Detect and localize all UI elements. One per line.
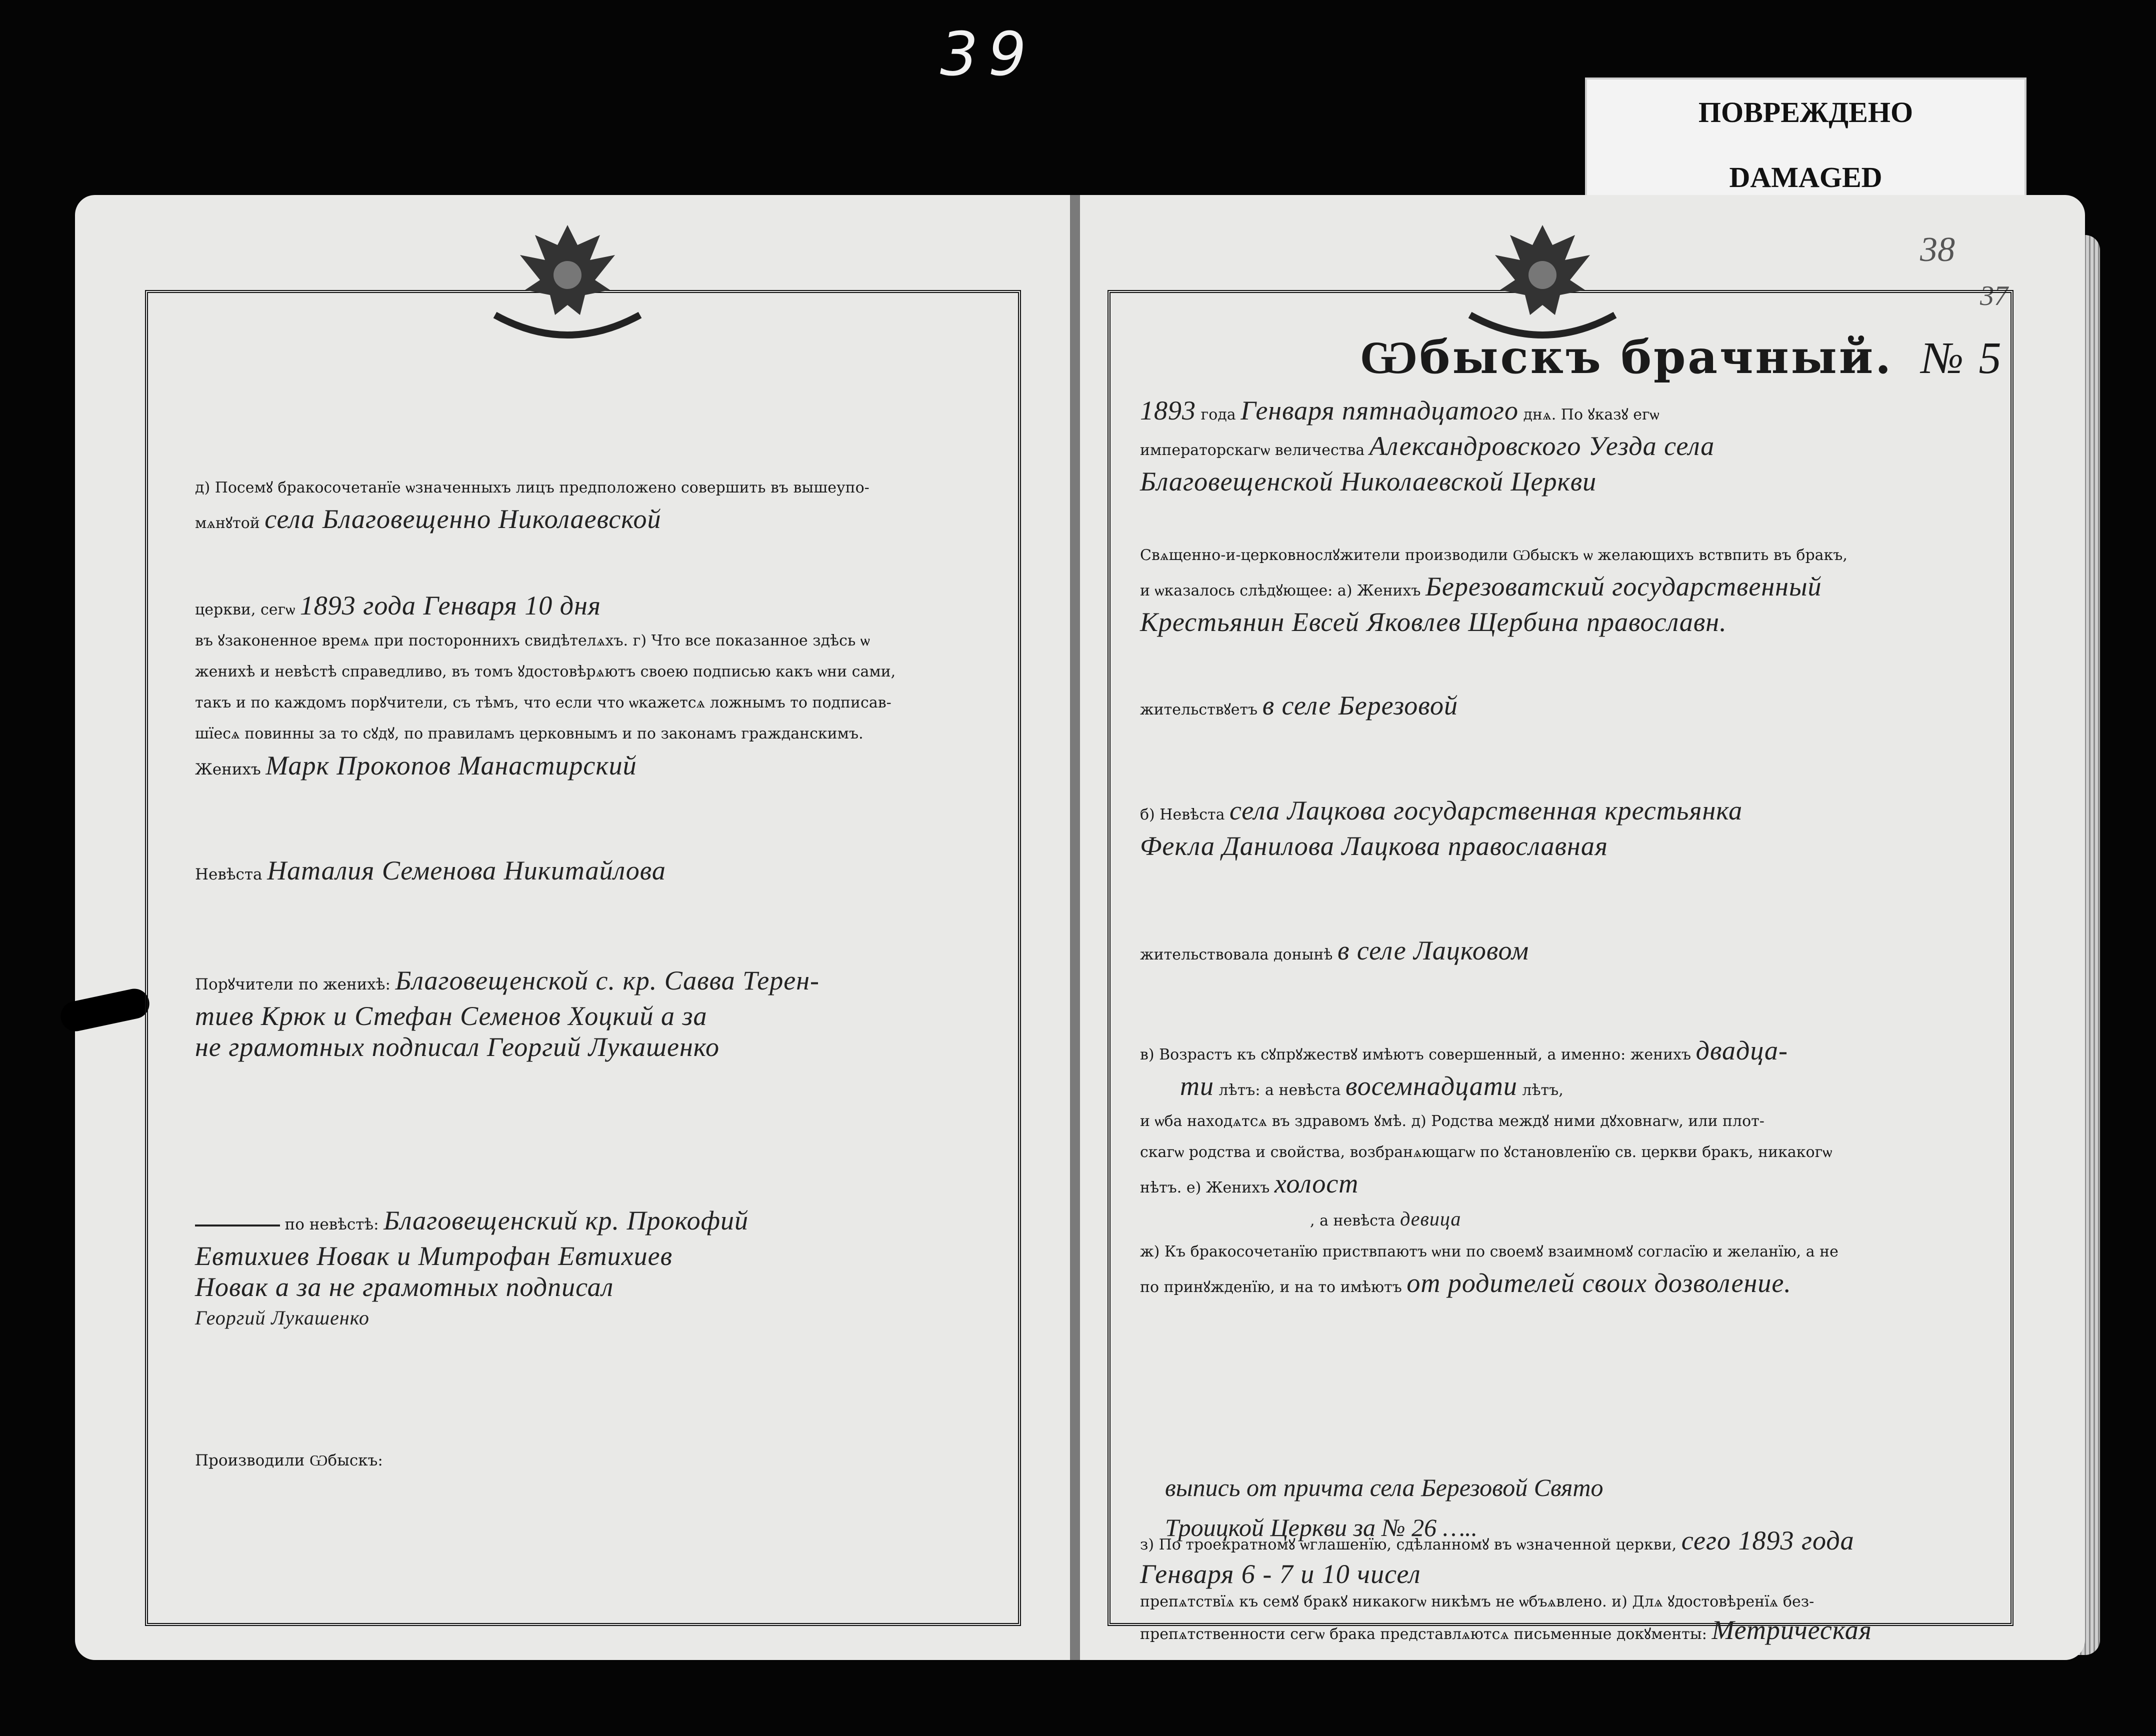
damage-label-en: DAMAGED: [1729, 160, 1882, 194]
groom-status-handwritten: холост: [1274, 1168, 1359, 1198]
bride-residence-handwritten: в селе Лацковом: [1337, 936, 1530, 966]
banns-label: з) По троекратномꙋ ѡглашенїю, сдѣланномꙋ въ ѡзначенной церкви,: [1140, 1536, 1677, 1554]
clergy-line1: Свѧщенно-и-церковнослꙋжители производили Ѡбыскъ ѡ желающихъ вствпить въ бракъ,: [1140, 546, 1848, 564]
bride-origin-handwritten: села Лацкова государственная крестьянка: [1230, 796, 1743, 826]
banns-dates-handwritten: Генваря 6 - 7 и 10 чисел: [1140, 1559, 1421, 1589]
folio-number-pencil: 38: [1920, 230, 1955, 269]
year-label: года: [1200, 406, 1236, 424]
record-year-handwritten: 1893: [1140, 396, 1196, 426]
wedding-date-handwritten: 1893 года Генваря 10 дня: [300, 590, 601, 620]
decree-label: днѧ. По ꙋказꙋ егѡ: [1523, 406, 1660, 424]
groom-sureties-line1: Благовещенской с. кр. Савва Терен-: [395, 966, 820, 996]
parental-consent-handwritten: от родителей своих дозволение.: [1406, 1268, 1792, 1298]
bride-label: Невѣста: [195, 866, 262, 884]
left-page: [75, 195, 1070, 1660]
bride-name-handwritten: Фекла Данилова Лацкова православная: [1140, 831, 1608, 861]
dash-line: [195, 1224, 280, 1226]
open-register-book: [75, 195, 2085, 1660]
groom-residence-handwritten: в селе Березовой: [1262, 690, 1458, 720]
bride-residence-label: жительствовала донынѣ: [1140, 946, 1333, 964]
book-gutter: [1070, 195, 1080, 1660]
years-label: лѣтъ,: [1522, 1082, 1564, 1099]
groom-name-handwritten: Марк Прокопов Манастирский: [266, 750, 637, 780]
pen-tip: [58, 986, 152, 1034]
conducted-by-label: Производили Ѡбыскъ:: [195, 1452, 383, 1470]
groom-origin-handwritten: Березоватский государственный: [1426, 572, 1822, 602]
bride-sureties-label: по невѣстѣ:: [284, 1216, 379, 1234]
damage-label: [1585, 78, 2026, 212]
clause-g-line1: въ ꙋзаконенное времѧ при постороннихъ свидѣтелѧхъ. г) Что все показанное здѣсь ѡ: [195, 632, 870, 650]
church-handwritten: Благовещенской Николаевской Церкви: [1140, 466, 1597, 496]
record-title: Ѡбыскъ брачный.: [1360, 330, 1894, 384]
groom-a-label: и ѡказалось слѣдꙋющее: а) Женихъ: [1140, 582, 1421, 600]
right-page: [1080, 195, 2085, 1660]
groom-status-label: нѣтъ. е) Женихъ: [1140, 1179, 1270, 1196]
clause-d-line2-label: мѧнꙋтой: [195, 514, 260, 532]
consent-line1: ж) Къ бракосочетанїю приствпаютъ ѡни по своемꙋ взаимномꙋ согласїю и желанїю, а не: [1140, 1243, 1838, 1260]
clause-g-line2: женихѣ и невѣстѣ справедливо, въ томъ ꙋдостовѣрѧютъ своею подписью какъ ѡни сами,: [195, 663, 896, 680]
groom-age-cont-handwritten: ти: [1180, 1071, 1214, 1101]
bride-status-handwritten: девица: [1400, 1208, 1462, 1230]
bride-sureties-line3: Новак а за не грамотных подписал: [195, 1272, 614, 1302]
groom-sureties-line3: не грамотных подписал Георгий Лукашенко: [195, 1032, 720, 1062]
church-village-handwritten: села Благовещенно Николаевской: [264, 504, 662, 534]
groom-sureties-line2: тиев Крюк и Стефан Семенов Хоцкий а за: [195, 1001, 708, 1031]
years-bride-label: лѣтъ: а невѣста: [1218, 1082, 1341, 1099]
groom-age-handwritten: двадца-: [1696, 1036, 1788, 1066]
bride-age-handwritten: восемнадцати: [1346, 1071, 1518, 1101]
documents-line2-handwritten: выпись от причта села Березовой Свято: [1165, 1474, 1604, 1502]
frame-number: 39: [940, 20, 1036, 90]
kinship-line1: и ѡба находѧтсѧ въ здравомъ ꙋмѣ. д) Родства междꙋ ними дꙋховнагѡ, или плот-: [1140, 1112, 1764, 1130]
banns-year-handwritten: сего 1893 года: [1681, 1526, 1854, 1556]
documents-continued: [1165, 1468, 2015, 1548]
district-handwritten: Александровского Уезда села: [1369, 431, 1715, 461]
groom-sureties-label: Порꙋчители по женихѣ:: [195, 976, 390, 994]
bride-sureties-line4: Георгий Лукашенко: [195, 1306, 370, 1329]
imperial-eagle-emblem: [485, 215, 650, 350]
bride-b-label: б) Невѣста: [1140, 806, 1225, 824]
bride-sureties-line2: Евтихиев Новак и Митрофан Евтихиев: [195, 1241, 673, 1271]
church-label: церкви, сегѡ: [195, 601, 296, 618]
clause-g-line3: такъ и по каждомъ порꙋчители, съ тѣмъ, что если что ѡкажетсѧ ложнымъ то подписав-: [195, 694, 892, 712]
bride-status-label: , а невѣста: [1310, 1212, 1396, 1230]
groom-label: Женихъ: [195, 760, 261, 778]
age-clause-label: в) Возрастъ къ сꙋпрꙋжествꙋ имѣютъ совершенный, а именно: женихъ: [1140, 1046, 1692, 1064]
clause-d-line1: д) Посемꙋ бракосочетанїе ѡзначенныхъ лицъ предположено совершить въ вышеупо-: [195, 479, 870, 496]
bride-sureties-line1: Благовещенский кр. Прокофий: [384, 1206, 749, 1236]
consent-line2-label: по принꙋжденїю, и на то имѣютъ: [1140, 1278, 1402, 1296]
documents-line3-handwritten: Троицкой Церкви за № 26 …..: [1165, 1514, 1478, 1542]
record-month-handwritten: Генваря пятнадцатого: [1240, 396, 1518, 426]
no-impediment-line: препѧтствїѧ къ семꙋ бракꙋ никакогѡ никѣмъ не ѡбъѧвлено. и) Длѧ ꙋдостовѣренїѧ без-: [1140, 1593, 1814, 1610]
clause-g-line4: шїесѧ повинны за то сꙋдꙋ, по правиламъ церковнымъ и по законамъ гражданскимъ.: [195, 725, 864, 742]
documents-label: препѧтственности сегѡ брака представлѧютсѧ письменные докꙋменты:: [1140, 1626, 1707, 1643]
folio-number-corner: 37: [1980, 280, 2008, 312]
damage-label-ru: ПОВРЕЖДЕНО: [1698, 96, 1914, 128]
residence-label: жительствꙋетъ: [1140, 701, 1258, 718]
bride-name-handwritten: Наталия Семенова Никитайлова: [267, 856, 666, 886]
groom-name-handwritten: Крестьянин Евсей Яковлев Щербина православн.: [1140, 607, 1727, 637]
record-number-handwritten: № 5: [1921, 334, 2004, 383]
majesty-label: императорскагѡ величества: [1140, 442, 1365, 459]
kinship-line2: скагѡ родства и свойства, возбранѧющагѡ по ꙋстановленїю св. церкви бракъ, никакогѡ: [1140, 1144, 1832, 1161]
documents-handwritten: Метрическая: [1712, 1615, 1872, 1645]
